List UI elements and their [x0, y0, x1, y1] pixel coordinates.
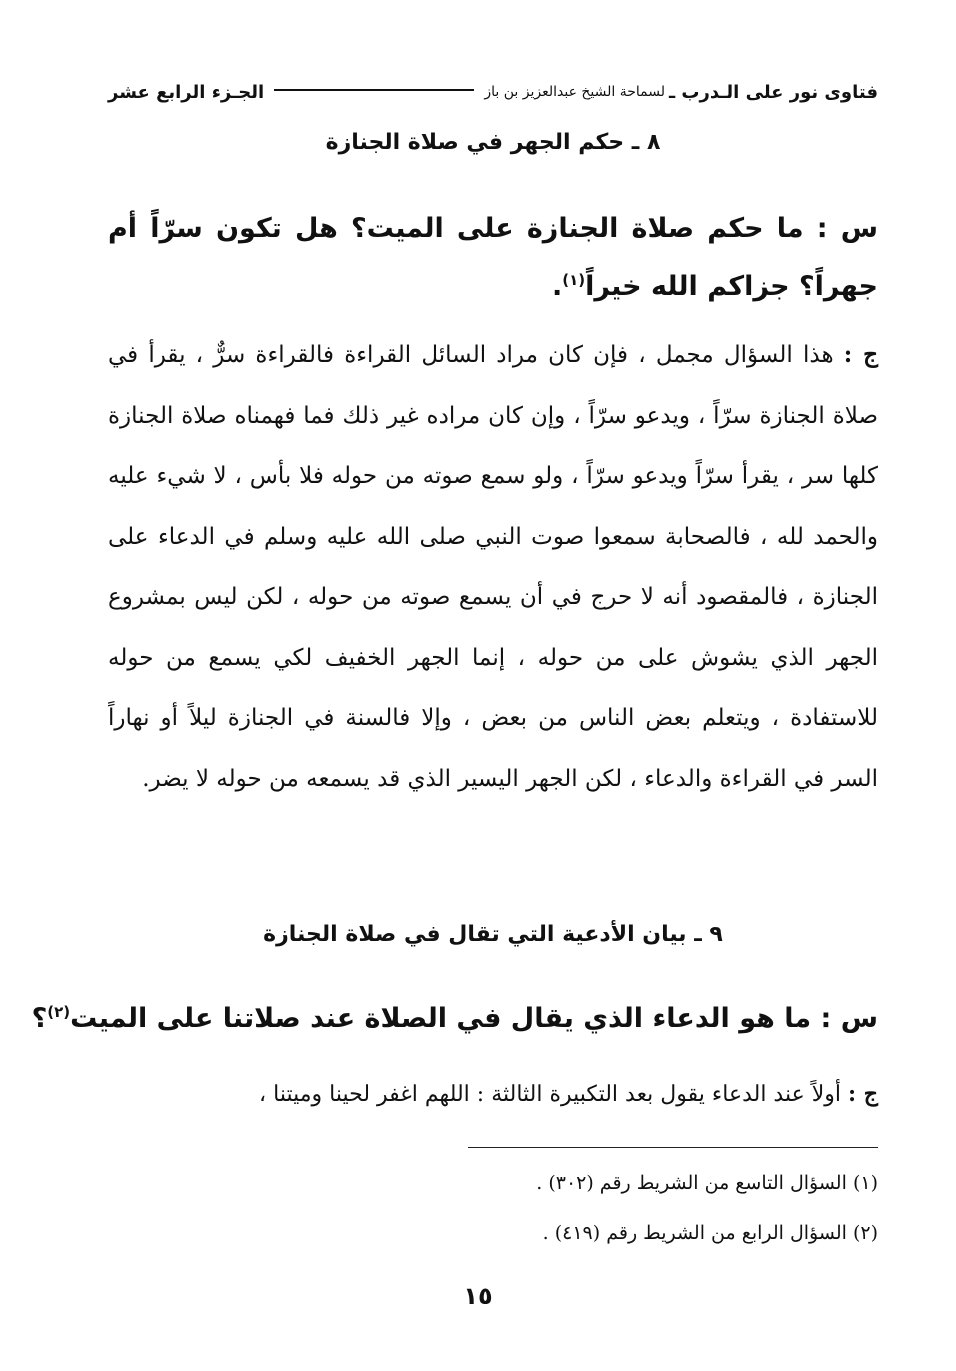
footnote-separator [468, 1147, 878, 1148]
book-title: فتاوى نور على الـدرب ـ [669, 81, 878, 103]
answer-label: ج : [843, 341, 878, 368]
answer-paragraph [108, 1064, 878, 1126]
answer-text: هذا السؤال مجمل ، فإن كان مراد السائل القراءة فالقراءة سرٌّ ، يقرأ في صلاة الجنازة سرّاً ، ويدعو سرّاً ، وإن كان مراده غير ذلك فما فهمناه صلاة الجنازة كلها سر ، يقرأ سرّاً ويدعو سرّاً ، ولو سمع صوته من حوله فلا بأس ، لا شيء عليه والحمد لله ، فالصحابة سمعوا صوت النبي صلى الله عليه وسلم في الدعاء على الجنازة ، فالمقصود أنه لا حرج في أن يسمع صوته من حوله ، لكن ليس بمشروع الجهر الذي يشوش على من حوله ، إنما الجهر الخفيف لكي يسمع من حوله للاستفادة ، ويتعلم بعض الناس من بعض ، وإلا فالسنة في الجنازة ليلاً أو نهاراً السر في القراءة والدعاء ، لكن الجهر اليسير الذي قد يسمعه من حوله لا يضر. [108, 342, 878, 792]
author-name: لسماحة الشيخ عبدالعزيز بن باز [484, 84, 665, 100]
footnote [300, 1222, 878, 1244]
question-paragraph [108, 200, 878, 316]
page-number: ١٥ [463, 1282, 493, 1310]
footnote [300, 1172, 878, 1194]
footnote-text: السؤال الرابع من الشريط رقم (٤١٩) . [542, 1222, 847, 1244]
answer-label: ج : [848, 1081, 878, 1107]
volume-label: الجـزء الرابع عشر [108, 81, 265, 103]
footnote-text: السؤال التاسع من الشريط رقم (٣٠٢) . [536, 1172, 847, 1194]
question-label: س : [820, 1003, 878, 1034]
question-end: ؟ [31, 1003, 48, 1034]
footnote-marker: (١) [852, 1172, 878, 1194]
running-header [108, 72, 878, 112]
question-paragraph [31, 990, 878, 1048]
footnote-ref: (١) [562, 271, 586, 289]
answer-text: أولاً عند الدعاء يقول بعد التكبيرة الثالثة : اللهم اغفر لحينا وميتنا ، [259, 1082, 842, 1107]
footnote-ref: (٢) [47, 1003, 71, 1021]
header-rule [274, 89, 474, 91]
section-title: ٨ ـ حكم الجهر في صلاة الجنازة [325, 130, 661, 155]
question-text: ما حكم صلاة الجنازة على الميت؟ هل تكون سرّاً أم جهراً؟ جزاكم الله خيراً [108, 213, 878, 302]
footnote-marker: (٢) [852, 1222, 878, 1244]
question-label: س : [816, 213, 878, 244]
answer-paragraph [108, 325, 878, 809]
section-title: ٩ ـ بيان الأدعية التي تقال في صلاة الجنازة [263, 922, 723, 947]
question-text: ما هو الدعاء الذي يقال في الصلاة عند صلاتنا على الميت [70, 1003, 812, 1034]
question-end: . [551, 271, 563, 302]
